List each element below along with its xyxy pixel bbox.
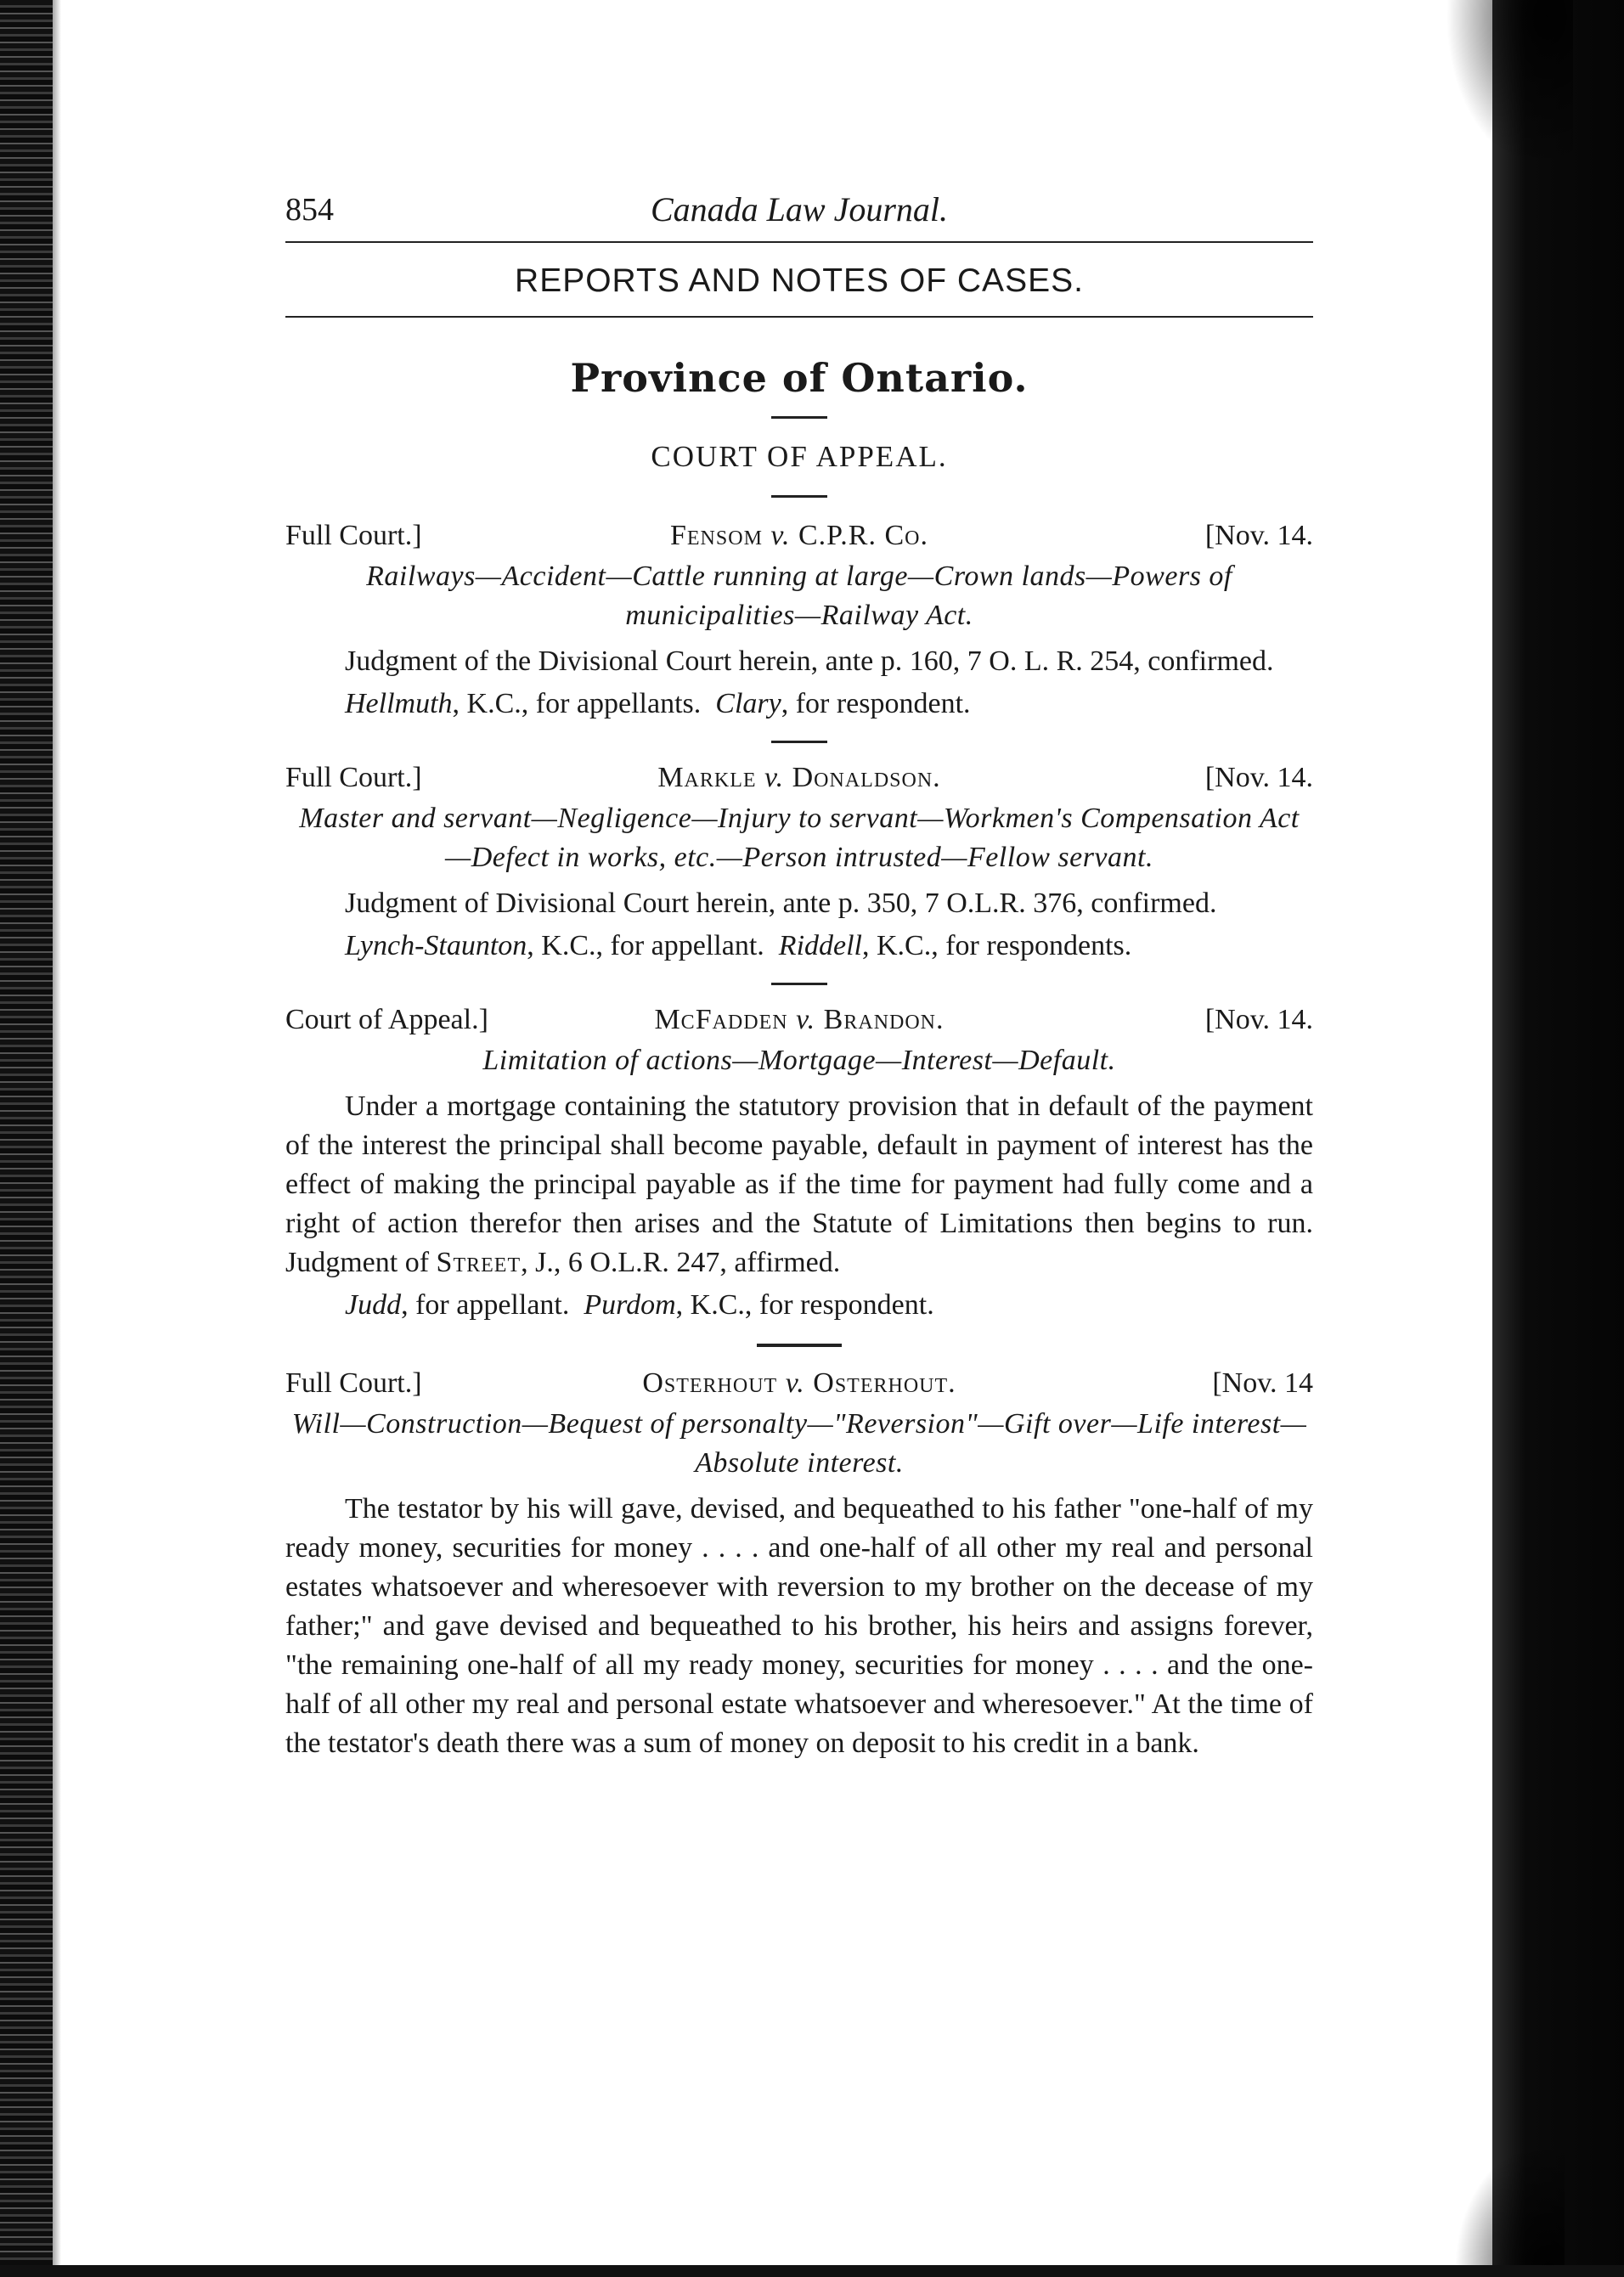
judge-name: Street	[436, 1247, 522, 1278]
scan-shadow-bottom-right	[1454, 2141, 1565, 2277]
case-parties	[285, 758, 1313, 798]
case-header	[285, 1364, 1313, 1405]
case-headnote: Master and servant—Negligence—Injury to servant—Workmen's Compensation Act—Defect in works, etc.—Person intrusted—Fellow servant.	[299, 803, 1300, 873]
versus: v.	[785, 1367, 805, 1399]
running-head	[285, 187, 1313, 238]
case-date: [Nov. 14.	[1204, 1004, 1313, 1035]
case-body: The testator by his will gave, devised, and bequeathed to his father "one-half of my ready money, securities for money . . . . and one-half of all other my real and personal estates whatsoever and wheresoever with reversion to my brother on the decease of my father;" and gave devised and bequeathed to his brother, his heirs and assigns forever, "the remaining one-half of all my ready money, securities for money . . . . and the one-half of all other my real and personal estate whatsoever and wheresoever." At the time of the testator's death there was a sum of money on deposit to his credit in a bank.	[285, 1493, 1313, 1759]
counsel-appellant: Judd	[345, 1289, 402, 1321]
case-body: Judgment of Divisional Court herein, ante p. 350, 7 O.L.R. 376, confirmed.	[345, 888, 1217, 919]
section-rule	[285, 316, 1313, 318]
case-header	[285, 516, 1313, 557]
counsel-appellant-role: , K.C., for appellants.	[452, 688, 702, 719]
case-body: Judgment of the Divisional Court herein, ante p. 160, 7 O. L. R. 254, confirmed.	[345, 645, 1274, 677]
party-a: Markle	[657, 762, 757, 793]
counsel-respondent: Riddell	[778, 930, 862, 961]
party-b: C.P.R. Co.	[798, 520, 928, 551]
party-a: McFadden	[654, 1004, 788, 1035]
case-entry	[285, 516, 1313, 724]
case-entry	[285, 1364, 1313, 1763]
versus: v.	[770, 520, 791, 551]
court-heading: COURT OF APPEAL.	[651, 440, 948, 473]
counsel-appellant-role: , K.C., for appellant.	[527, 930, 764, 961]
party-a: Osterhout	[642, 1367, 778, 1399]
divider	[771, 416, 827, 419]
scan-border-right	[1492, 0, 1624, 2277]
case-counsel	[285, 927, 1313, 966]
case-headnote: Limitation of actions—Mortgage—Interest—Default.	[482, 1045, 1116, 1076]
case-body-text: Under a mortgage containing the statutory provision that in default of the payment of the interest the principal shall become payable, default in payment of interest has the effect of making the principal payable as if the time for payment had fully come and a right of action therefor then arises and the Statute of Limitations then begins to run. Judgment of	[285, 1091, 1313, 1278]
journal-page	[285, 187, 1313, 1763]
scan-border-left	[0, 0, 53, 2277]
divider	[771, 495, 827, 498]
versus: v.	[796, 1004, 816, 1035]
divider	[771, 983, 827, 985]
scan-shadow-top-right	[1446, 0, 1573, 170]
page-number: 854	[285, 192, 334, 228]
case-court: Full Court.]	[285, 1367, 422, 1399]
case-counsel	[285, 1286, 1313, 1325]
journal-title: Canada Law Journal.	[650, 190, 949, 228]
counsel-respondent: Clary	[715, 688, 781, 719]
scan-border-bottom	[0, 2265, 1624, 2277]
case-parties	[285, 1000, 1313, 1040]
case-date: [Nov. 14.	[1204, 762, 1313, 793]
case-date: [Nov. 14.	[1204, 520, 1313, 551]
case-body	[285, 1087, 1313, 1282]
case-date: [Nov. 14	[1212, 1367, 1313, 1399]
divider	[757, 1344, 842, 1347]
case-court: Full Court.]	[285, 762, 422, 793]
province-heading: Province of Ontario.	[570, 355, 1029, 401]
counsel-respondent-role: , for respondent.	[781, 688, 971, 719]
case-headnote: Railways—Accident—Cattle running at large—Crown lands—Powers of municipalities—Railway Act.	[366, 561, 1232, 631]
case-court: Full Court.]	[285, 520, 422, 551]
case-entry	[285, 1000, 1313, 1325]
counsel-respondent: Purdom	[584, 1289, 676, 1321]
versus: v.	[764, 762, 785, 793]
case-parties	[285, 516, 1313, 555]
party-a: Fensom	[669, 520, 763, 551]
counsel-respondent-role: , K.C., for respondent.	[675, 1289, 934, 1321]
case-parties	[285, 1364, 1313, 1403]
party-b: Brandon.	[823, 1004, 945, 1035]
section-title: REPORTS AND NOTES OF CASES.	[515, 262, 1084, 299]
counsel-respondent-role: , K.C., for respondents.	[862, 930, 1132, 961]
case-body-citation: , J., 6 O.L.R. 247, affirmed.	[521, 1247, 841, 1278]
case-header	[285, 758, 1313, 799]
case-header	[285, 1000, 1313, 1041]
party-b: Osterhout.	[813, 1367, 956, 1399]
case-court: Court of Appeal.]	[285, 1004, 488, 1035]
case-counsel	[285, 685, 1313, 724]
case-entry	[285, 758, 1313, 966]
counsel-appellant: Hellmuth	[345, 688, 453, 719]
counsel-appellant: Lynch-Staunton	[345, 930, 527, 961]
case-headnote: Will—Construction—Bequest of personalty—"Reversion"—Gift over—Life interest—Absolute interest.	[291, 1408, 1307, 1479]
divider	[771, 741, 827, 743]
party-b: Donaldson.	[792, 762, 941, 793]
counsel-appellant-role: , for appellant.	[401, 1289, 570, 1321]
